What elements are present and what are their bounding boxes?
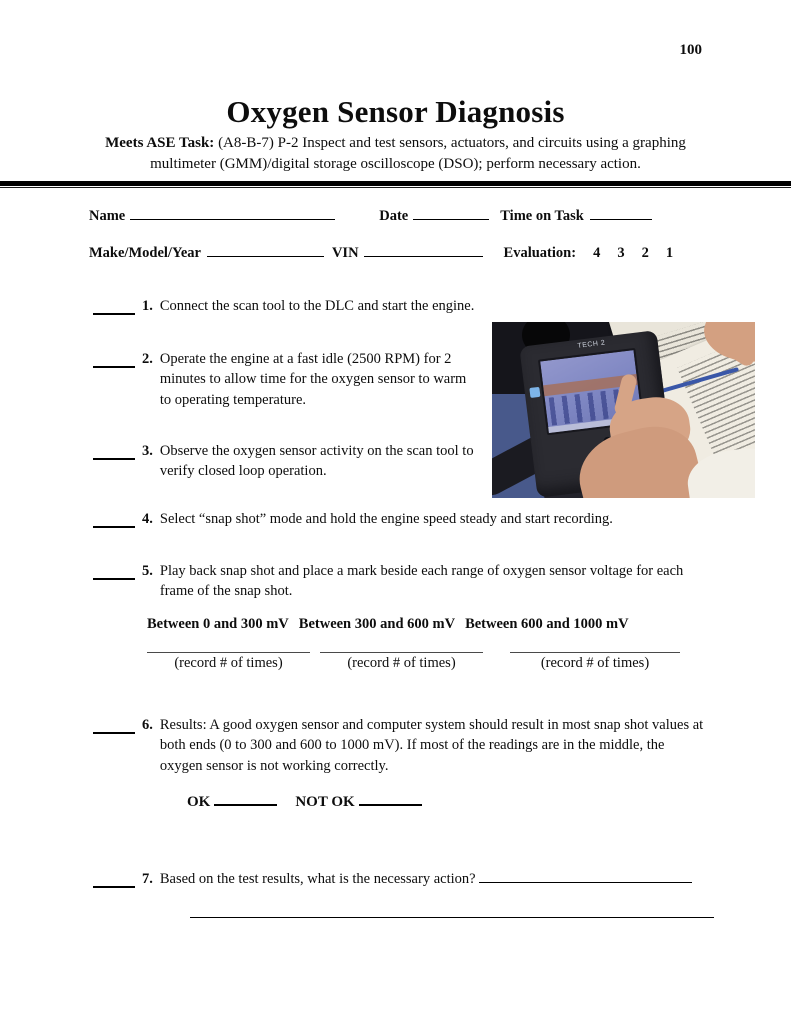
- step-6-checkoff-line[interactable]: [93, 718, 135, 734]
- photo-blue-chip: [529, 387, 540, 398]
- evaluation-score-2[interactable]: 2: [641, 245, 649, 261]
- make-model-year-label: Make/Model/Year: [89, 245, 201, 261]
- step-5-text: Play back snap shot and place a mark beside each range of oxygen sensor voltage for each frame of the snap shot.: [159, 563, 684, 600]
- page-number: 100: [679, 42, 702, 58]
- step-3: [93, 441, 480, 482]
- record-caption-2: (record # of times): [347, 655, 456, 671]
- vin-input-line[interactable]: [364, 243, 483, 257]
- step-2-checkoff-line[interactable]: [93, 352, 135, 368]
- record-column-1: [147, 652, 310, 672]
- form-row-identity: [89, 206, 652, 225]
- vin-label: VIN: [331, 245, 359, 261]
- step-1-checkoff-line[interactable]: [93, 299, 135, 315]
- step-7-checkoff-line[interactable]: [93, 872, 135, 888]
- voltage-range-0-300: Between 0 and 300 mV: [147, 616, 289, 632]
- step-4-checkoff-line[interactable]: [93, 512, 135, 528]
- step-2-text: Operate the engine at a fast idle (2500 RPM) for 2 minutes to allow time for the oxygen sensor to warm to operating temperature.: [159, 351, 467, 408]
- not-ok-input-line[interactable]: [359, 791, 422, 806]
- ok-label: OK: [187, 794, 211, 810]
- step-7-number: 7.: [142, 871, 153, 887]
- ase-task-text: (A8-B-7) P-2 Inspect and test sensors, actuators, and circuits using a graphing multimeter (GMM)/digital storage oscilloscope (DSO); perform necessary action.: [150, 135, 686, 173]
- evaluation-score-4[interactable]: 4: [593, 245, 601, 261]
- step-3-text: Observe the oxygen sensor activity on the scan tool to verify closed loop operation.: [159, 443, 474, 480]
- step-6: [93, 715, 705, 776]
- step-5-checkoff-line[interactable]: [93, 564, 135, 580]
- record-column-2: [320, 652, 483, 672]
- page-title: Oxygen Sensor Diagnosis: [226, 94, 565, 129]
- step-3-checkoff-line[interactable]: [93, 444, 135, 460]
- voltage-range-headers: [147, 616, 629, 633]
- step-4: [93, 509, 613, 529]
- scan-tool-photo: [492, 322, 755, 498]
- voltage-range-300-600: Between 300 and 600 mV: [298, 616, 456, 632]
- ok-notok-row: [187, 791, 422, 811]
- record-caption-3: (record # of times): [540, 655, 650, 671]
- date-input-line[interactable]: [413, 206, 489, 220]
- step-2-number: 2.: [142, 351, 153, 367]
- step-4-text: Select “snap shot” mode and hold the engine speed steady and start recording.: [159, 511, 613, 527]
- step-7-text: Based on the test results, what is the necessary action?: [159, 871, 476, 887]
- voltage-range-600-1000: Between 600 and 1000 mV: [465, 616, 629, 632]
- record-input-line-1[interactable]: [147, 652, 310, 653]
- header-divider: [0, 181, 791, 186]
- date-label: Date: [379, 208, 409, 224]
- record-caption-1: (record # of times): [174, 655, 283, 671]
- name-label: Name: [89, 208, 126, 224]
- name-input-line[interactable]: [130, 206, 335, 220]
- step-3-number: 3.: [142, 443, 153, 459]
- evaluation-label: Evaluation:: [503, 245, 577, 261]
- step-4-number: 4.: [142, 511, 153, 527]
- step-1: [93, 296, 474, 316]
- step-2: [93, 349, 480, 410]
- step-7: [93, 869, 692, 889]
- record-input-line-3[interactable]: [510, 652, 680, 653]
- ase-task-description: [91, 133, 701, 176]
- record-column-3: [510, 652, 680, 672]
- step-1-number: 1.: [142, 298, 153, 314]
- step-5-number: 5.: [142, 563, 153, 579]
- ase-task-label: Meets ASE Task:: [105, 135, 215, 151]
- not-ok-label: NOT OK: [295, 794, 355, 810]
- make-model-year-input-line[interactable]: [207, 243, 324, 257]
- evaluation-score-3[interactable]: 3: [617, 245, 625, 261]
- necessary-action-input-line-2[interactable]: [190, 917, 714, 918]
- step-6-number: 6.: [142, 717, 153, 733]
- necessary-action-input-line[interactable]: [479, 869, 692, 883]
- evaluation-score-1[interactable]: 1: [665, 245, 674, 261]
- time-on-task-label: Time on Task: [500, 208, 584, 224]
- step-6-text: Results: A good oxygen sensor and computer system should result in most snap shot values at both ends (0 to 300 and 600 to 1000 mV). If most of the readings are in the middle, the oxygen sensor is not working correctly.: [159, 717, 704, 774]
- form-row-vehicle: [89, 243, 673, 262]
- record-input-line-2[interactable]: [320, 652, 483, 653]
- step-5: [93, 561, 705, 602]
- photo-tech2-label: TECH 2: [577, 339, 606, 350]
- ok-input-line[interactable]: [214, 791, 277, 806]
- step-1-text: Connect the scan tool to the DLC and start the engine.: [159, 298, 475, 314]
- time-input-line[interactable]: [590, 206, 652, 220]
- record-times-row: [147, 652, 680, 672]
